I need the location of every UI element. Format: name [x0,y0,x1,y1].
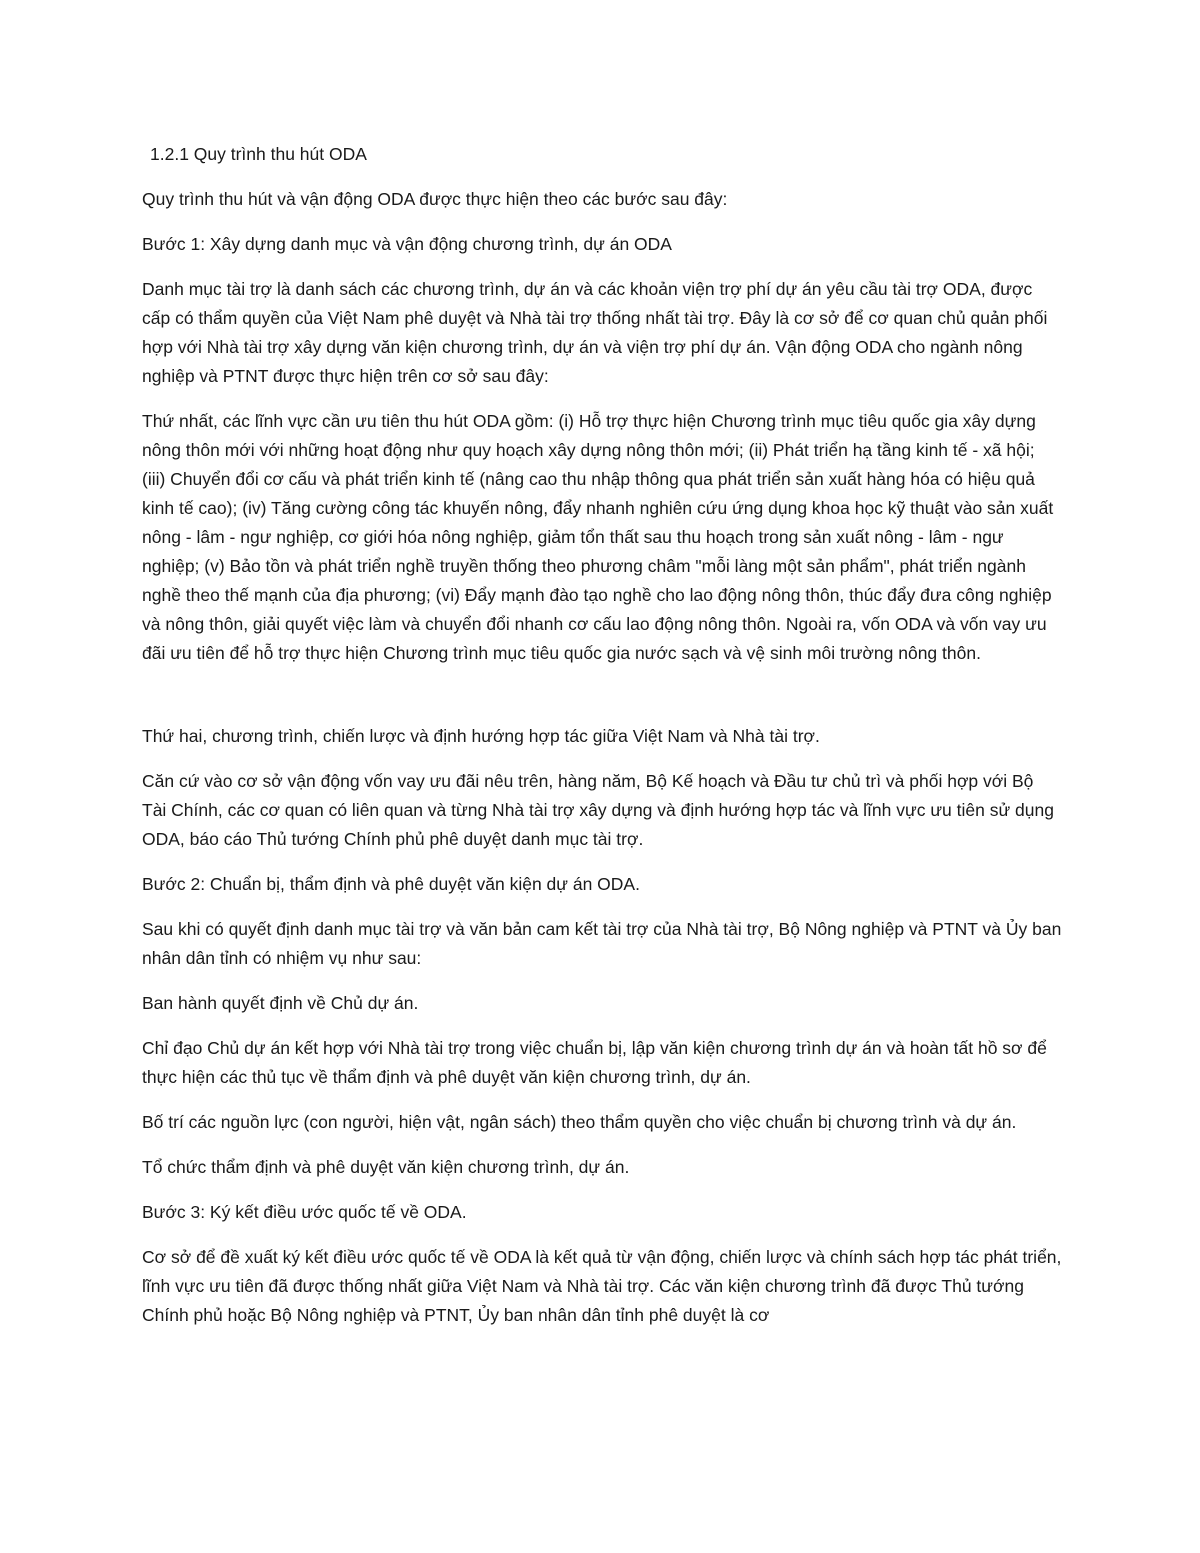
paragraph: Sau khi có quyết định danh mục tài trợ và văn bản cam kết tài trợ của Nhà tài trợ, Bộ Nông nghiệp và PTNT và Ủy ban nhân dân tỉnh có nhiệm vụ như sau: [142,919,1062,968]
paragraph: Chỉ đạo Chủ dự án kết hợp với Nhà tài trợ trong việc chuẩn bị, lập văn kiện chương trình dự án và hoàn tất hồ sơ để thực hiện các thủ tục về thẩm định và phê duyệt văn kiện chương trình, dự án. [142,1038,1047,1087]
paragraph: Cơ sở để đề xuất ký kết điều ước quốc tế về ODA là kết quả từ vận động, chiến lược và chính sách hợp tác phát triển, lĩnh vực ưu tiên đã được thống nhất giữa Việt Nam và Nhà tài trợ. Các văn kiện chương trình đã được Thủ tướng Chính phủ hoặc Bộ Nông nghiệp và PTNT, Ủy ban nhân dân tỉnh phê duyệt là cơ [142,1247,1062,1325]
paragraph: Bố trí các nguồn lực (con người, hiện vật, ngân sách) theo thẩm quyền cho việc chuẩn bị chương trình và dự án. [142,1112,1017,1132]
paragraph: Ban hành quyết định về Chủ dự án. [142,993,419,1013]
blank-gap [142,684,1062,722]
section-heading: 1.2.1 Quy trình thu hút ODA [150,144,367,164]
paragraph: Danh mục tài trợ là danh sách các chương trình, dự án và các khoản viện trợ phí dự án yêu cầu tài trợ ODA, được cấp có thẩm quyền của Việt Nam phê duyệt và Nhà tài trợ thống nhất tài trợ. Đây là cơ sở để cơ quan chủ quản phối hợp với Nhà tài trợ xây dựng văn kiện chương trình, dự án và viện trợ phí dự án. Vận động ODA cho ngành nông nghiệp và PTNT được thực hiện trên cơ sở sau đây: [142,279,1048,386]
paragraph: Tổ chức thẩm định và phê duyệt văn kiện chương trình, dự án. [142,1157,630,1177]
document-page [142,140,1062,1346]
step-heading: Bước 1: Xây dựng danh mục và vận động chương trình, dự án ODA [142,234,672,254]
step-heading: Bước 3: Ký kết điều ước quốc tế về ODA. [142,1202,467,1222]
paragraph: Quy trình thu hút và vận động ODA được thực hiện theo các bước sau đây: [142,189,728,209]
paragraph: Căn cứ vào cơ sở vận động vốn vay ưu đãi nêu trên, hàng năm, Bộ Kế hoạch và Đầu tư chủ trì và phối hợp với Bộ Tài Chính, các cơ quan có liên quan và từng Nhà tài trợ xây dựng và định hướng hợp tác và lĩnh vực ưu tiên sử dụng ODA, báo cáo Thủ tướng Chính phủ phê duyệt danh mục tài trợ. [142,771,1054,849]
paragraph: Thứ hai, chương trình, chiến lược và định hướng hợp tác giữa Việt Nam và Nhà tài trợ. [142,726,820,746]
paragraph: Thứ nhất, các lĩnh vực cần ưu tiên thu hút ODA gồm: (i) Hỗ trợ thực hiện Chương trình mục tiêu quốc gia xây dựng nông thôn mới với những hoạt động như quy hoạch xây dựng nông thôn mới; (ii) Phát triển hạ tầng kinh tế - xã hội; (iii) Chuyển đổi cơ cấu và phát triển kinh tế (nâng cao thu nhập thông qua phát triển sản xuất hàng hóa có hiệu quả kinh tế cao); (iv) Tăng cường công tác khuyến nông, đẩy nhanh nghiên cứu ứng dụng khoa học kỹ thuật vào sản xuất nông - lâm - ngư nghiệp, cơ giới hóa nông nghiệp, giảm tổn thất sau thu hoạch trong sản xuất nông - lâm - ngư nghiệp; (v) Bảo tồn và phát triển nghề truyền thống theo phương châm "mỗi làng một sản phẩm", phát triển ngành nghề theo thế mạnh của địa phương; (vi) Đẩy mạnh đào tạo nghề cho lao động nông thôn, thúc đẩy đưa công nghiệp và nông thôn, giải quyết việc làm và chuyển đổi nhanh cơ cấu lao động nông thôn. Ngoài ra, vốn ODA và vốn vay ưu đãi ưu tiên để hỗ trợ thực hiện Chương trình mục tiêu quốc gia nước sạch và vệ sinh môi trường nông thôn. [142,411,1054,663]
step-heading: Bước 2: Chuẩn bị, thẩm định và phê duyệt văn kiện dự án ODA. [142,874,640,894]
